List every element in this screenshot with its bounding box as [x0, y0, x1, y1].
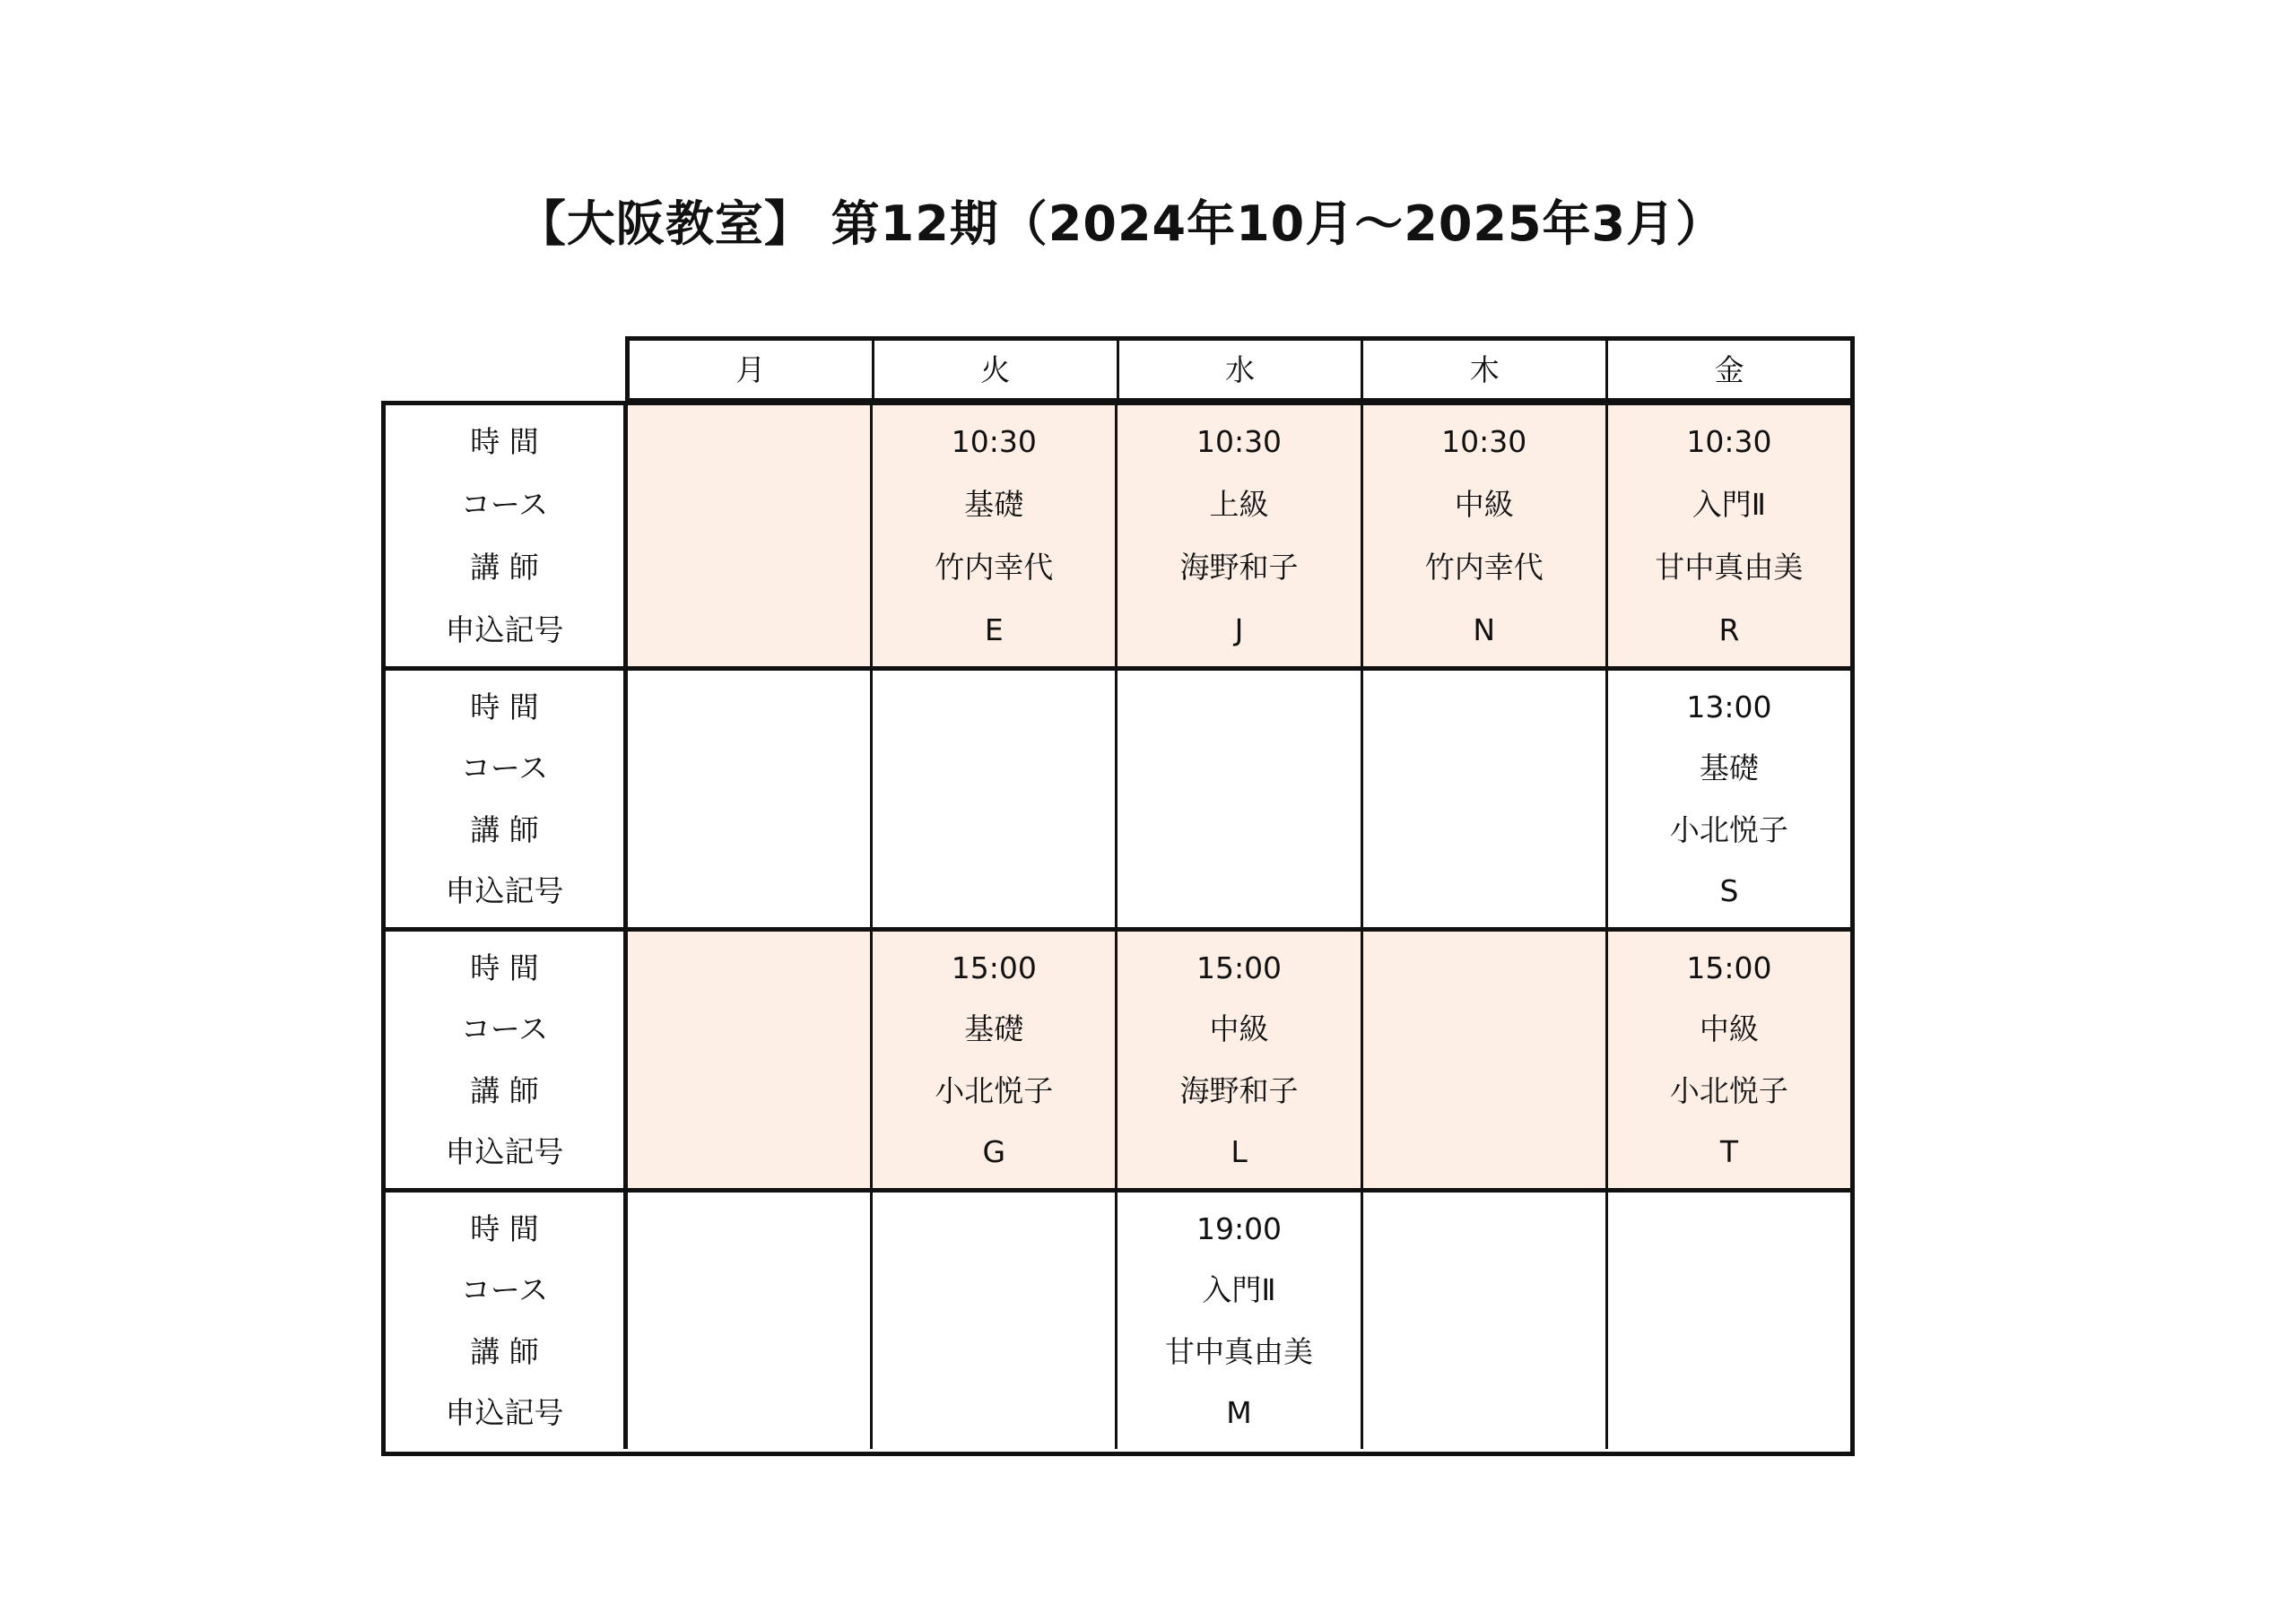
row-label-teacher: 講 師	[470, 1072, 539, 1108]
class-course: 中級	[1454, 487, 1514, 523]
schedule-table	[381, 336, 1855, 1456]
class-cell-mon	[628, 932, 870, 1188]
row-label-column	[386, 932, 628, 1188]
class-teacher: 竹内幸代	[1424, 549, 1544, 585]
row-label-code: 申込記号	[445, 612, 564, 647]
class-cell-thu	[1361, 1193, 1605, 1449]
class-teacher: 甘中真由美	[1655, 549, 1804, 585]
row-label-code: 申込記号	[445, 873, 564, 909]
time-slot-block	[386, 405, 1850, 666]
row-label-time: 時 間	[470, 950, 539, 985]
row-label-course: コース	[460, 750, 549, 786]
day-header-mon: 月	[735, 351, 766, 387]
time-slot-block	[386, 666, 1850, 927]
row-label-code: 申込記号	[445, 1134, 564, 1170]
time-slot-block	[386, 1188, 1850, 1449]
class-time: 15:00	[951, 950, 1037, 985]
class-time: 10:30	[1196, 424, 1283, 460]
class-code: M	[1226, 1395, 1252, 1431]
class-cell-wed	[1115, 405, 1360, 666]
row-label-course: コース	[460, 1011, 549, 1047]
class-course: 基礎	[964, 487, 1024, 523]
class-cell-wed	[1115, 1193, 1360, 1449]
class-time: 15:00	[1196, 950, 1283, 985]
class-cell-thu	[1361, 932, 1605, 1188]
class-time: 13:00	[1686, 689, 1772, 724]
class-cell-fri	[1605, 671, 1850, 927]
class-code: G	[982, 1134, 1006, 1170]
row-label-teacher: 講 師	[470, 549, 539, 585]
class-teacher: 甘中真由美	[1165, 1333, 1313, 1369]
class-time: 15:00	[1686, 950, 1772, 985]
class-cell-mon	[628, 1193, 870, 1449]
row-label-time: 時 間	[470, 689, 539, 724]
class-cell-fri	[1605, 1193, 1850, 1449]
row-label-code: 申込記号	[445, 1395, 564, 1431]
class-time: 10:30	[1686, 424, 1772, 460]
class-cell-wed	[1115, 932, 1360, 1188]
class-teacher: 海野和子	[1179, 549, 1299, 585]
class-code: N	[1473, 612, 1496, 647]
day-header-thu: 木	[1361, 341, 1605, 398]
row-label-course: コース	[460, 487, 549, 523]
class-cell-thu	[1361, 405, 1605, 666]
class-code: S	[1719, 873, 1739, 909]
day-header-fri: 金	[1605, 341, 1850, 398]
class-code: E	[984, 612, 1004, 647]
day-header-wed: 水	[1117, 341, 1361, 398]
class-cell-thu	[1361, 671, 1605, 927]
class-code: J	[1234, 612, 1244, 647]
time-slot-block	[386, 927, 1850, 1188]
row-label-time: 時 間	[470, 424, 539, 460]
class-teacher: 小北悦子	[1669, 1072, 1788, 1108]
class-time: 10:30	[1441, 424, 1527, 460]
class-course: 中級	[1699, 1011, 1759, 1047]
class-cell-mon	[628, 671, 870, 927]
row-label-teacher: 講 師	[470, 1333, 539, 1369]
class-course: 上級	[1209, 487, 1269, 523]
class-course: 中級	[1209, 1011, 1269, 1047]
class-code: L	[1231, 1134, 1248, 1170]
class-course: 基礎	[964, 1011, 1024, 1047]
day-header-row	[625, 336, 1855, 403]
class-cell-wed	[1115, 671, 1360, 927]
row-label-column	[386, 1193, 628, 1449]
class-course: 入門Ⅱ	[1692, 487, 1767, 523]
class-cell-fri	[1605, 405, 1850, 666]
class-cell-tue	[870, 405, 1115, 666]
class-teacher: 小北悦子	[1669, 811, 1788, 847]
row-label-course: コース	[460, 1272, 549, 1308]
class-code: R	[1718, 612, 1740, 647]
page-title: 【大阪教室】 第12期（2024年10月～2025年3月）	[517, 195, 1726, 252]
row-label-time: 時 間	[470, 1210, 539, 1246]
class-cell-tue	[870, 1193, 1115, 1449]
day-header-tue: 火	[872, 341, 1117, 398]
class-time: 10:30	[951, 424, 1037, 460]
schedule-body	[381, 401, 1855, 1456]
class-cell-fri	[1605, 932, 1850, 1188]
class-time: 19:00	[1196, 1210, 1283, 1246]
class-teacher: 竹内幸代	[935, 549, 1054, 585]
class-teacher: 海野和子	[1179, 1072, 1299, 1108]
row-label-column	[386, 405, 628, 666]
class-course: 基礎	[1699, 750, 1759, 786]
class-teacher: 小北悦子	[935, 1072, 1054, 1108]
row-label-teacher: 講 師	[470, 811, 539, 847]
row-label-column	[386, 671, 628, 927]
class-cell-mon	[628, 405, 870, 666]
class-cell-tue	[870, 932, 1115, 1188]
class-code: T	[1719, 1134, 1738, 1170]
class-course: 入門Ⅱ	[1202, 1272, 1276, 1308]
class-cell-tue	[870, 671, 1115, 927]
